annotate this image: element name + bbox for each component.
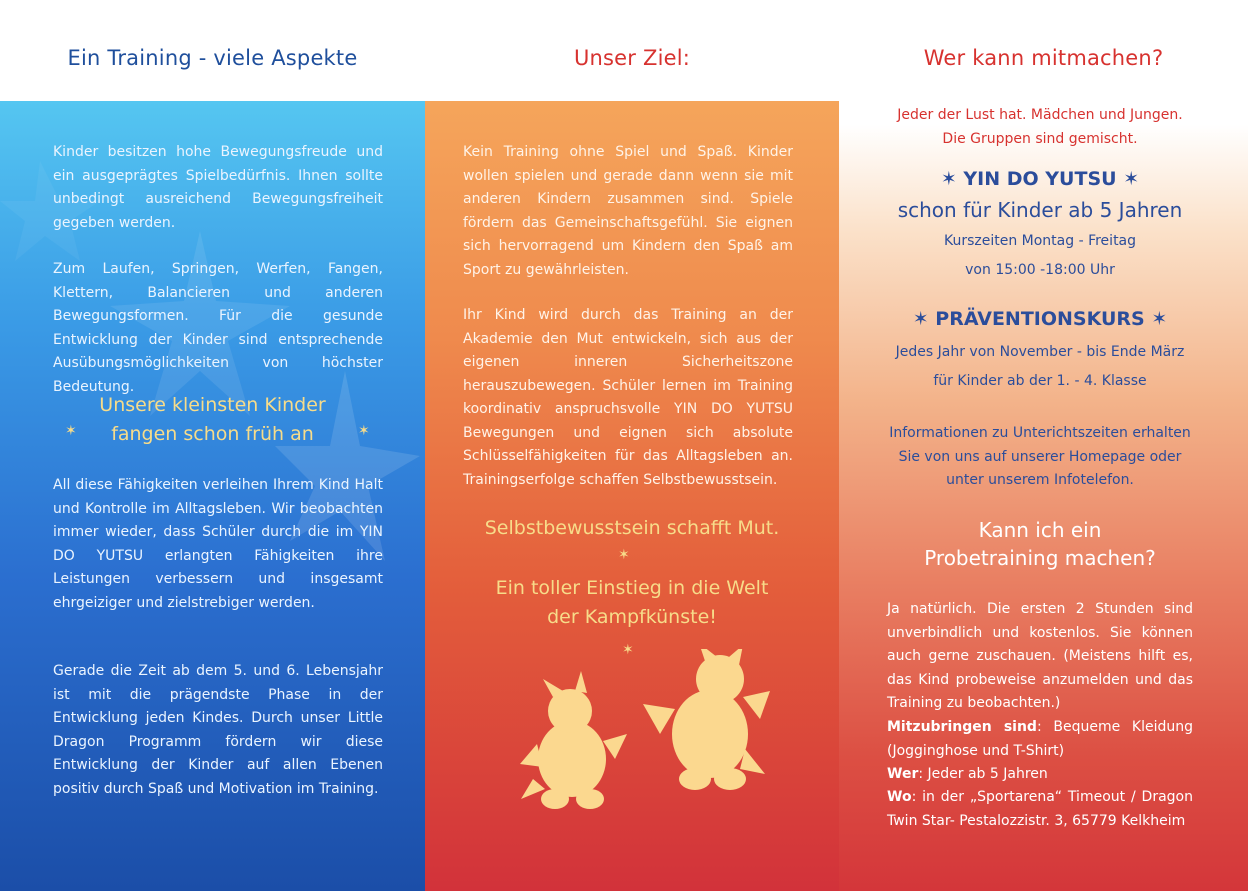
- column3-intro: [887, 104, 1193, 151]
- star-icon: ✶: [358, 423, 370, 439]
- column1-paragraph-2: Zum Laufen, Springen, Werfen, Fangen, Klettern, Balancieren und anderen Bewegungsformen. Für die gesunde Entwicklung der Kinder sind entsprechende Ausübungsmöglichkeiten von höchster Bedeutung.: [53, 261, 383, 395]
- star-icon: ✶: [912, 308, 936, 330]
- column1-paragraph-1: Kinder besitzen hohe Bewegungsfreude und ein ausgeprägtes Spielbedürfnis. Ihnen sollte unbedingt ausreichend Bewegungsfreiheit gegeben werden.: [53, 144, 383, 231]
- star-icon: ✶: [622, 642, 634, 658]
- column2-header: [425, 0, 839, 101]
- column2-highlight-2-line-2: der Kampfkünste!: [547, 606, 717, 628]
- who-value: : Jeder ab 5 Jahren: [918, 766, 1048, 782]
- column1-highlight-line-2: fangen schon früh an: [111, 423, 314, 445]
- column1-header: [0, 0, 425, 101]
- star-icon: ✶: [65, 423, 77, 439]
- column3-header: [839, 0, 1248, 101]
- column-training-aspects: [0, 0, 425, 891]
- course1-subtitle: schon für Kinder ab 5 Jahren: [897, 198, 1183, 222]
- course1-hours: von 15:00 -18:00 Uhr: [965, 262, 1115, 278]
- column-our-goal: [425, 0, 839, 891]
- column1-highlight-line-1: Unsere kleinsten Kinder: [99, 394, 326, 416]
- course1-days: Kurszeiten Montag - Freitag: [943, 233, 1137, 249]
- course2-period: Jedes Jahr von November - bis Ende März: [895, 344, 1185, 360]
- trial-answer: Ja natürlich. Die ersten 2 Stunden sind unverbindlich und kostenlos. Sie können auch gerne zuschauen. (Meistens hilft es, das Kind probeweise anzumelden und das Training zu beobachten.): [887, 601, 1193, 711]
- column1-highlight: [40, 391, 385, 449]
- info-line-2: Sie von uns auf unserer Homepage oder: [898, 448, 1182, 465]
- course2-details: [887, 338, 1193, 396]
- column3-intro-line-1: Jeder der Lust hat. Mädchen und Jungen.: [897, 107, 1183, 123]
- course1-times: [887, 227, 1193, 285]
- column2-paragraph-2: Ihr Kind wird durch das Training an der Akademie den Mut entwickeln, sich aus der eigenen inneren Sicherheitszone herauszubewegen. Schüler lernen im Training koordinativ anspruchsvolle YIN DO YUTSU Bewegungen und eignen sich absolute Schlüsselfähigkeiten für das Alltagsleben an. Trainingserfolge schaffen Selbstbewusstsein.: [463, 307, 793, 488]
- info-text: [887, 422, 1193, 493]
- column1-panel: [0, 101, 425, 891]
- column2-highlight-2: [445, 574, 819, 632]
- where-line: [887, 786, 1193, 833]
- star-icon: ✶: [1144, 308, 1168, 330]
- where-label: Wo: [887, 789, 912, 805]
- column1-paragraph-4: Gerade die Zeit ab dem 5. und 6. Lebensjahr ist mit die prägendste Phase in der Entwicklung jeden Kindes. Durch unser Little Dragon Programm fördern wir diese Entwicklung der Kinder auf allen Ebenen positiv durch Spaß und Motivation im Training.: [53, 663, 383, 797]
- column-who-can-join: [839, 0, 1248, 891]
- who-line: [887, 763, 1193, 787]
- bring-label: Mitzubringen sind: [887, 719, 1037, 735]
- column1-heading: Ein Training - viele Aspekte: [67, 46, 358, 70]
- who-label: Wer: [887, 766, 919, 782]
- star-icon: ✶: [618, 547, 630, 563]
- where-value: : in der „Sportarena“ Timeout / Dragon Twin Star- Pestalozzistr. 3, 65779 Kelkheim: [887, 789, 1193, 829]
- star-icon: ✶: [940, 168, 964, 190]
- column2-paragraph-1: Kein Training ohne Spiel und Spaß. Kinder wollen spielen und gerade dann wenn sie mit anderen Kindern zusammen sind. Spiele fördern das Gemeinschaftsgefühl. Sie eignen sich hervorragend um Kindern den Spaß am Sport zu gewährleisten.: [463, 144, 793, 278]
- info-line-1: Informationen zu Unterichtszeiten erhalten: [889, 425, 1191, 441]
- column2-heading: Unser Ziel:: [573, 46, 691, 70]
- course2-age: für Kinder ab der 1. - 4. Klasse: [933, 373, 1147, 389]
- dragon-mascots-icon: [425, 649, 839, 849]
- column3-heading: Wer kann mitmachen?: [923, 46, 1164, 70]
- course2-title: PRÄVENTIONSKURS: [935, 308, 1145, 330]
- trial-question-line-2: Probetraining machen?: [924, 546, 1156, 570]
- column3-intro-line-2: Die Gruppen sind gemischt.: [942, 130, 1138, 147]
- column2-highlight-2-line-1: Ein toller Einstieg in die Welt: [495, 577, 769, 599]
- trial-question: [887, 516, 1193, 572]
- column1-paragraph-3: All diese Fähigkeiten verleihen Ihrem Kind Halt und Kontrolle im Alltagsleben. Wir beobachten immer wieder, dass Schüler durch die im YIN DO YUTSU erlangten Fähigkeiten ihre Leistungen verbessern und insgesamt ehrgeiziger und zielstrebiger werden.: [53, 477, 383, 611]
- column2-highlight-1: Selbstbewusstsein schafft Mut.: [484, 517, 780, 539]
- course2-title-row: [887, 308, 1193, 330]
- bring-value: : Bequeme Kleidung (Jogginghose und T-Shirt): [887, 719, 1193, 759]
- star-icon: ✶: [1116, 168, 1140, 190]
- column2-panel: [425, 101, 839, 891]
- course1-title: YIN DO YUTSU: [963, 168, 1117, 190]
- info-line-3: unter unserem Infotelefon.: [946, 472, 1134, 488]
- bring-items: [887, 716, 1193, 763]
- trial-question-line-1: Kann ich ein: [978, 518, 1102, 542]
- course1-title-row: [887, 168, 1193, 190]
